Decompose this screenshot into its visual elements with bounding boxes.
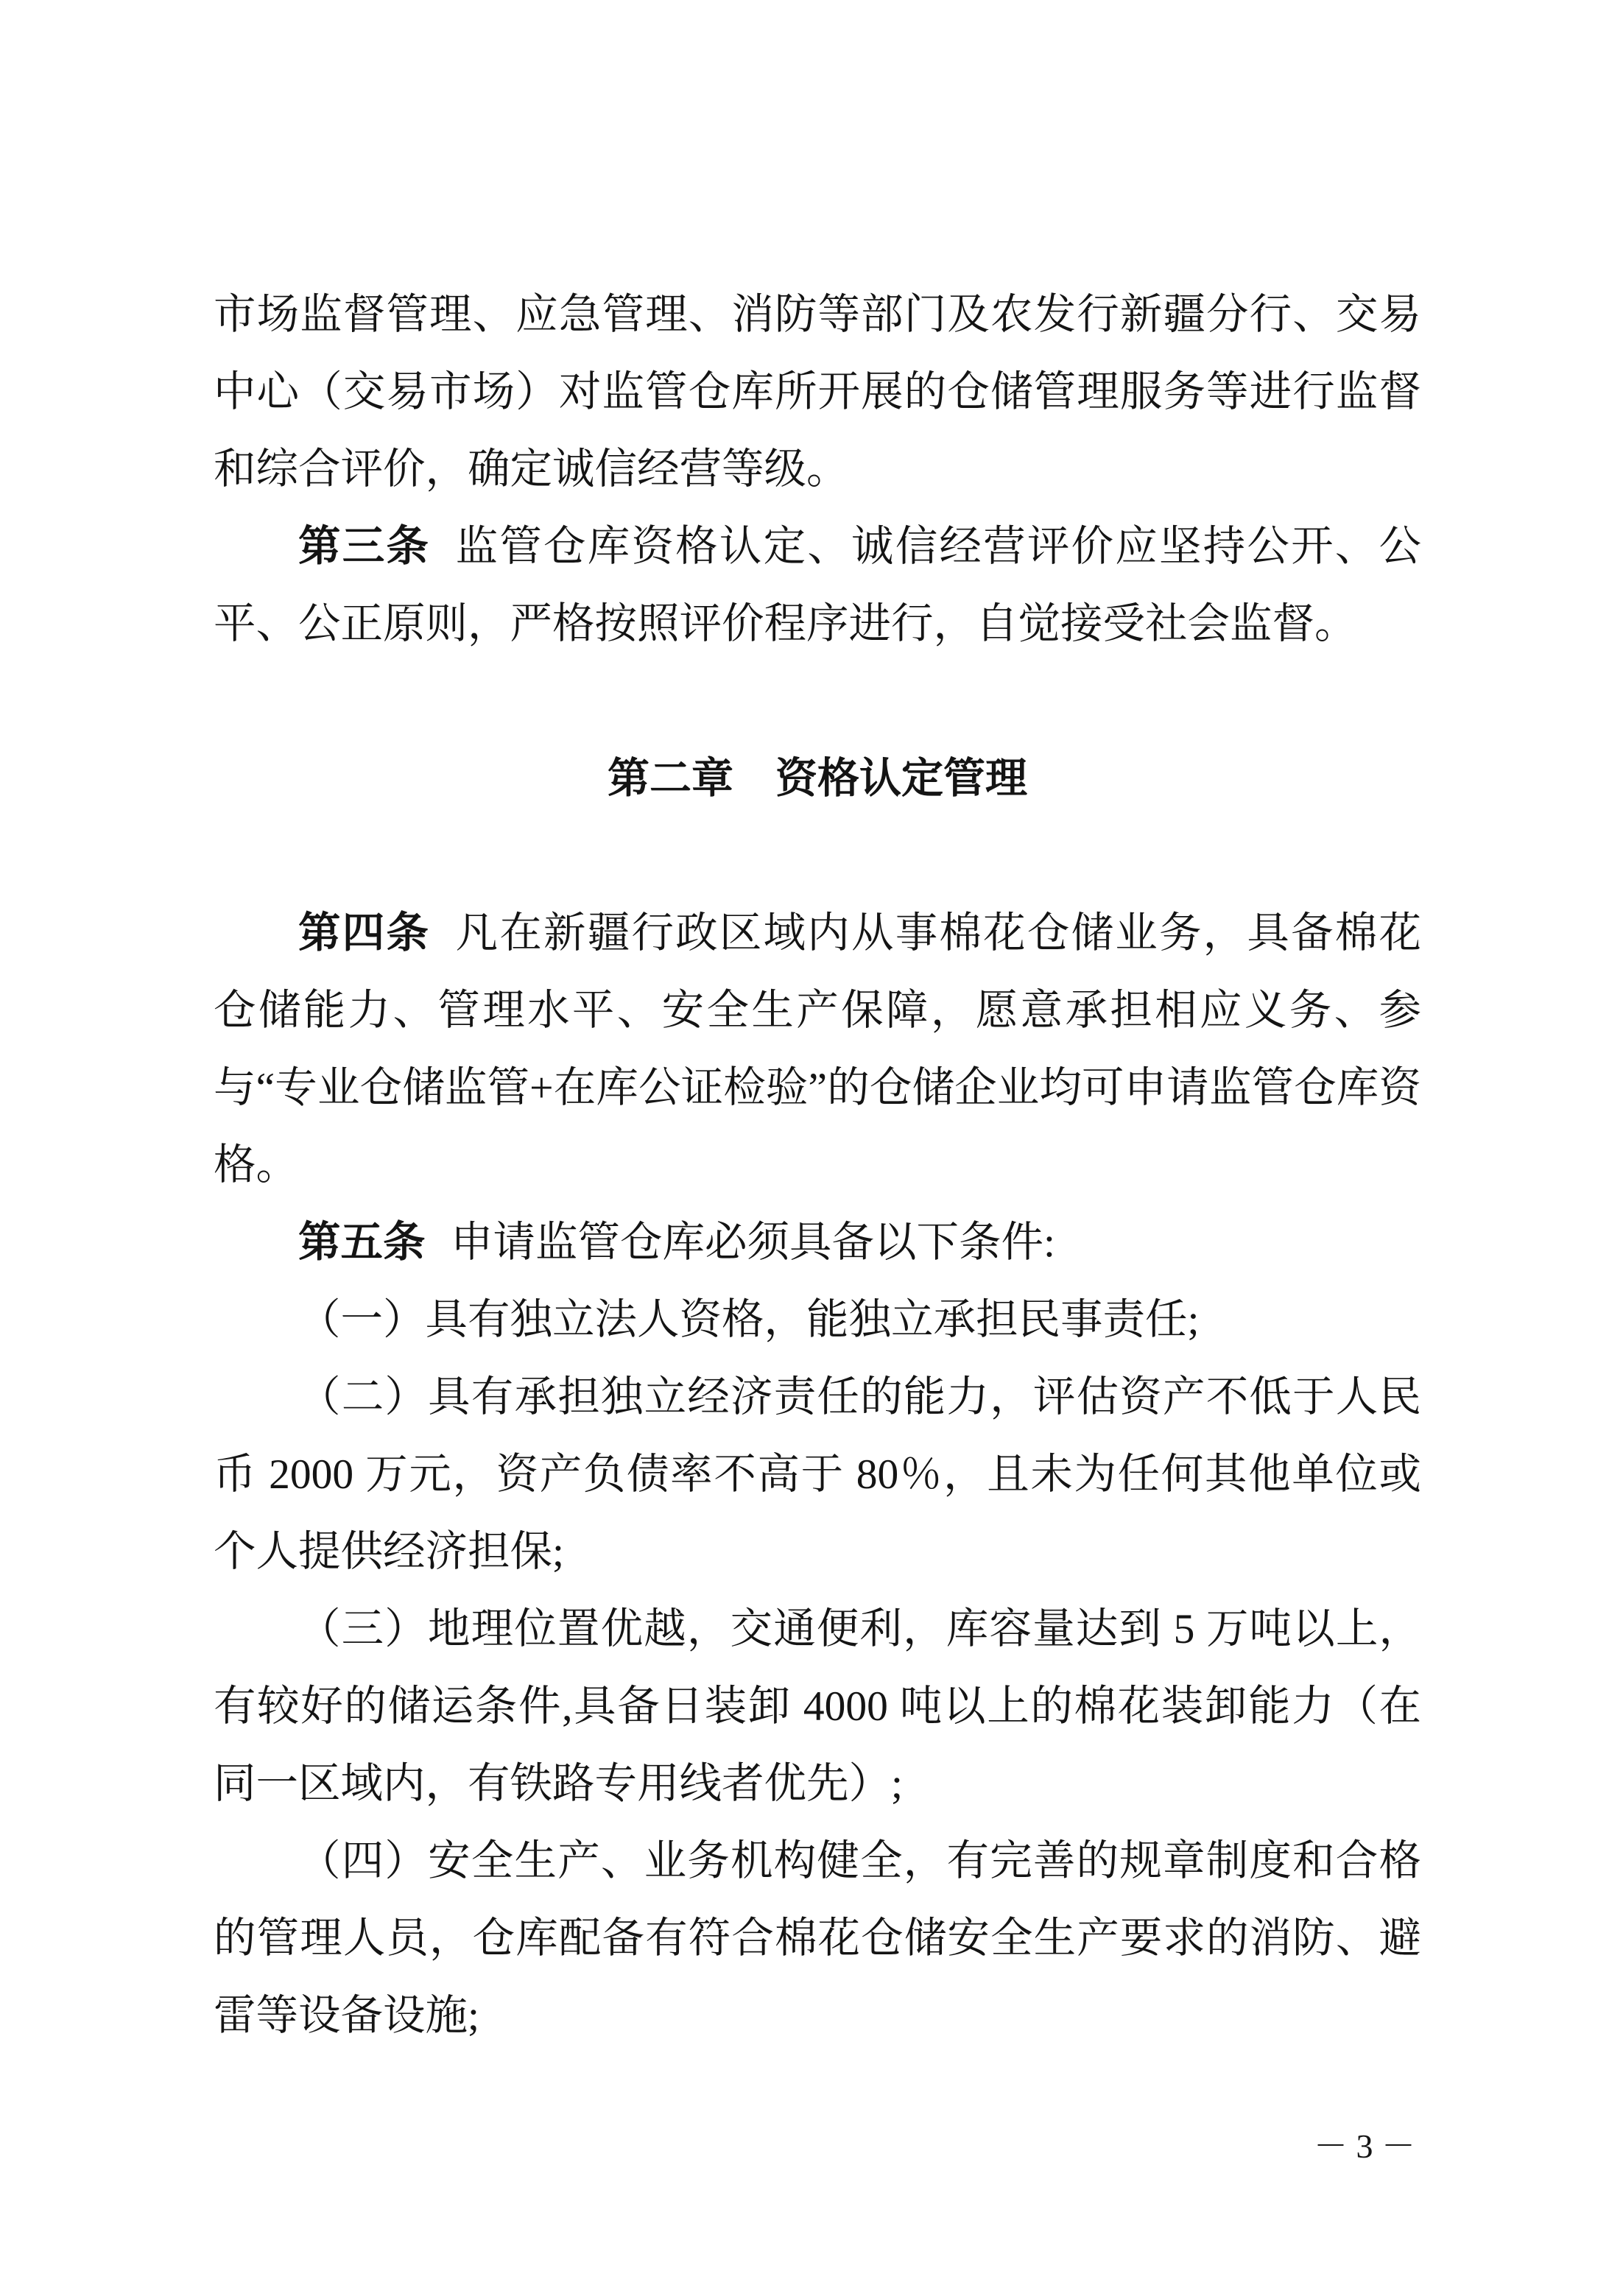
paragraph-text: 市场监督管理、应急管理、消防等部门及农发行新疆分行、交易中心（交易市场）对监管仓库所开展的仓储管理服务等进行监督和综合评价，确定诚信经营等级。 [214, 292, 1421, 493]
paragraph-article-5 [214, 1204, 1421, 1281]
paragraph-text: 申请监管仓库必须具备以下条件: [451, 1219, 1055, 1266]
paragraph-article-4 [214, 895, 1421, 1204]
document-body [214, 276, 1421, 2054]
paragraph-text: 监管仓库资格认定、诚信经营评价应坚持公开、公平、公正原则，严格按照评价程序进行，自觉接受社会监督。 [214, 524, 1421, 647]
paragraph-text: （一）具有独立法人资格，能独立承担民事责任; [298, 1297, 1200, 1343]
paragraph-text: 凡在新疆行政区域内从事棉花仓储业务，具备棉花仓储能力、管理水平、安全生产保障，愿意承担相应义务、参与“专业仓储监管+在库公证检验”的仓储企业均可申请监管仓库资格。 [214, 910, 1421, 1189]
paragraph-article-3 [214, 508, 1421, 663]
article-number-label: 第三条 [298, 523, 431, 570]
article-number-label: 第四条 [298, 909, 431, 957]
paragraph-condition-1 [214, 1281, 1421, 1359]
paragraph-continuation [214, 276, 1421, 508]
chapter-title: 资格认定管理 [775, 755, 1027, 802]
page-number: － 3 － [1314, 2127, 1415, 2165]
paragraph-text: （三）地理位置优越，交通便利，库容量达到 5 万吨以上，有较好的储运条件,具备日装卸 4000 吨以上的棉花装卸能力（在同一区域内，有铁路专用线者优先）; [214, 1606, 1421, 1807]
paragraph-condition-2 [214, 1359, 1421, 1591]
paragraph-text: （四）安全生产、业务机构健全，有完善的规章制度和合格的管理人员，仓库配备有符合棉花仓储安全生产要求的消防、避雷等设备设施; [214, 1838, 1421, 2039]
chapter-number: 第二章 [608, 755, 733, 802]
paragraph-condition-3 [214, 1591, 1421, 1823]
article-number-label: 第五条 [298, 1219, 426, 1266]
paragraph-condition-4 [214, 1823, 1421, 2054]
chapter-heading [214, 740, 1421, 817]
paragraph-text: （二）具有承担独立经济责任的能力，评估资产不低于人民币 2000 万元，资产负债率不高于 80％，且未为任何其他单位或个人提供经济担保; [214, 1374, 1421, 1575]
